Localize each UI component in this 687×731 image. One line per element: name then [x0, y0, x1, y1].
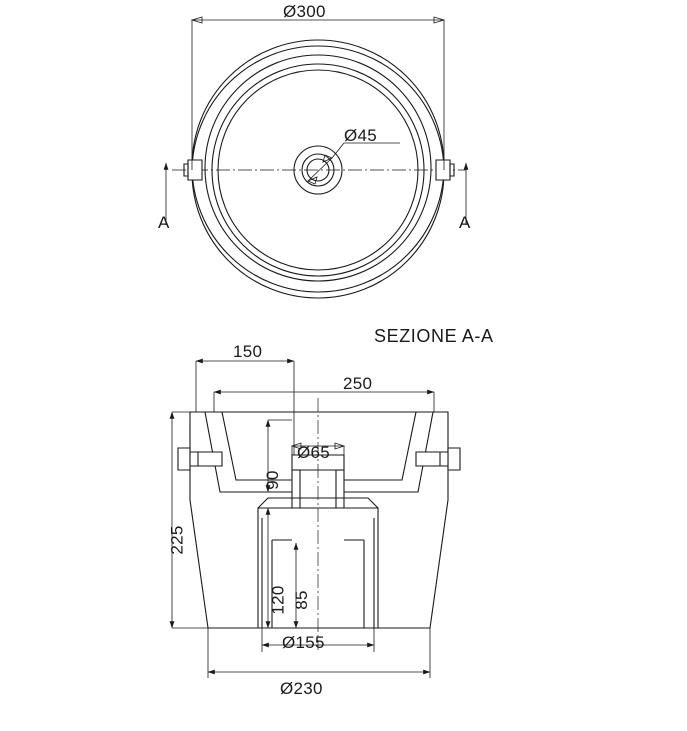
section-view-group [172, 361, 460, 678]
label-dim-230: Ø230 [280, 679, 323, 698]
label-dim-225: 225 [167, 525, 187, 555]
label-dim-120: 120 [268, 585, 288, 615]
label-dim-150: 150 [233, 342, 263, 361]
top-view-group [166, 17, 466, 298]
label-dim-155: Ø155 [282, 633, 325, 652]
label-dim-90: 90 [262, 470, 282, 490]
label-dim-65: Ø65 [297, 443, 331, 462]
label-dim-250: 250 [343, 374, 373, 393]
label-outer-diameter-300: Ø300 [283, 2, 326, 21]
label-center-hole-45: Ø45 [344, 126, 378, 145]
label-dim-85: 85 [291, 590, 311, 610]
section-mark-right-a: A [459, 213, 471, 232]
section-mark-left-a: A [158, 213, 170, 232]
section-title: SEZIONE A-A [374, 326, 494, 346]
